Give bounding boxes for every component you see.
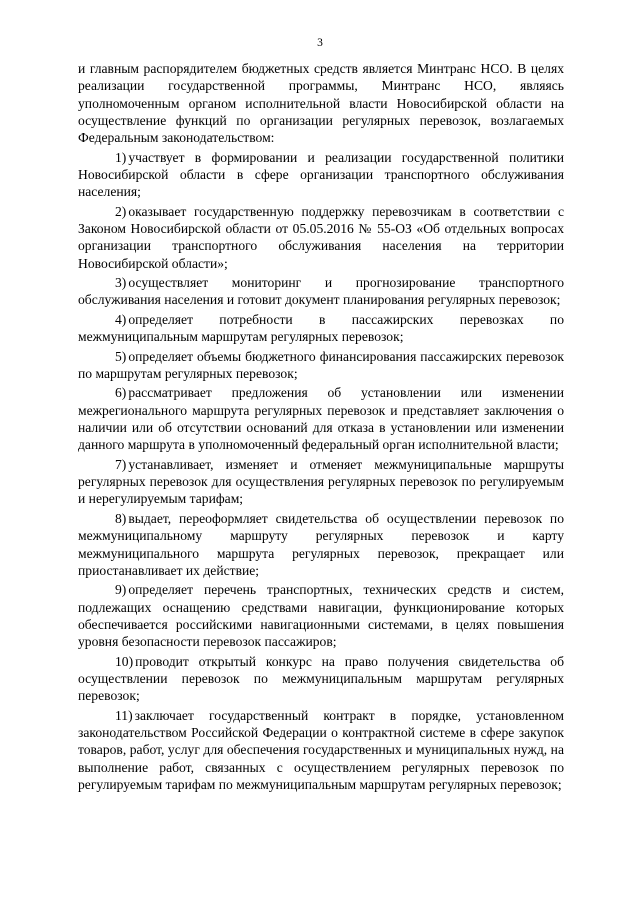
item-text: рассматривает предложения об установлении или изменении межрегионального маршрута регулярных перевозок и представляет заключения о наличии или об отсутствии оснований для отказа в установлении или изменении данного маршрута в уполномоченный федеральный орган исполнительной власти; — [78, 385, 564, 453]
item-number: 7) — [115, 456, 127, 472]
intro-paragraph: и главным распорядителем бюджетных средств является Минтранс НСО. В целях реализации государственной программы, Минтранс НСО, являясь уполномоченным органом исполнительной власти Новосибирской области на осуществление функций по организации регулярных перевозок, возлагаемых Федеральным законодательством: — [78, 61, 564, 146]
list-item — [78, 348, 564, 383]
list-item — [78, 203, 564, 272]
item-text: участвует в формировании и реализации государственной политики Новосибирской области в сфере организации транспортного обслуживания населения; — [78, 149, 564, 200]
page-number: 3 — [317, 37, 323, 49]
item-number: 6) — [115, 385, 127, 401]
item-number: 9) — [115, 582, 127, 598]
list-item — [78, 149, 564, 201]
list-item — [78, 581, 564, 650]
list-item — [78, 274, 564, 309]
document-body — [78, 60, 564, 795]
item-text: оказывает государственную поддержку перевозчикам в соответствии с Законом Новосибирской области от 05.05.2016 № 55-ОЗ «Об отдельных вопросах организации транспортного обслуживания населения на территории Новосибирской области»; — [78, 203, 564, 271]
item-text: определяет объемы бюджетного финансирования пассажирских перевозок по маршрутам регулярных перевозок; — [78, 348, 564, 381]
item-number: 3) — [115, 275, 127, 291]
item-number: 5) — [115, 348, 127, 364]
list-item — [78, 653, 564, 705]
list-item — [78, 707, 564, 793]
list-item — [78, 311, 564, 346]
item-text: проводит открытый конкурс на право получения свидетельства об осуществлении перевозок по межмуниципальным маршрутам регулярных перевозок; — [78, 653, 564, 704]
item-number: 10) — [115, 653, 134, 669]
item-number: 4) — [115, 311, 127, 327]
item-number: 8) — [115, 510, 127, 526]
item-text: определяет потребности в пассажирских перевозках по межмуниципальным маршрутам регулярных перевозок; — [78, 311, 564, 345]
list-item — [78, 456, 564, 508]
list-item — [78, 510, 564, 579]
item-number: 1) — [115, 149, 127, 165]
item-text: выдает, переоформляет свидетельства об осуществлении перевозок по межмуниципальному маршруту регулярных перевозок и карту межмуниципального маршрута регулярных перевозок, прекращает или приостанавливает их действие; — [78, 510, 564, 578]
item-text: осуществляет мониторинг и прогнозирование транспортного обслуживания населения и готовит документ планирования регулярных перевозок; — [78, 275, 564, 308]
item-text: устанавливает, изменяет и отменяет межмуниципальные маршруты регулярных перевозок для осуществления регулярных перевозок по регулируемым и нерегулируемым тарифам; — [78, 456, 564, 507]
item-number: 11) — [115, 707, 133, 723]
list-item — [78, 384, 564, 453]
item-text: определяет перечень транспортных, технических средств и систем, подлежащих оснащению средствами навигации, функционирование которых обеспечивается российскими навигационными системами, в целях повышения уровня безопасности перевозок пассажиров; — [78, 582, 564, 650]
item-number: 2) — [115, 203, 127, 219]
item-text: заключает государственный контракт в порядке, установленном законодательством Российской Федерации о контрактной системе в сфере закупок товаров, работ, услуг для обеспечения государственных и муниципальных нужд, на выполнение работ, связанных с осуществлением регулярных перевозок по регулируемым тарифам по межмуниципальным маршрутам регулярных перевозок; — [78, 707, 564, 792]
